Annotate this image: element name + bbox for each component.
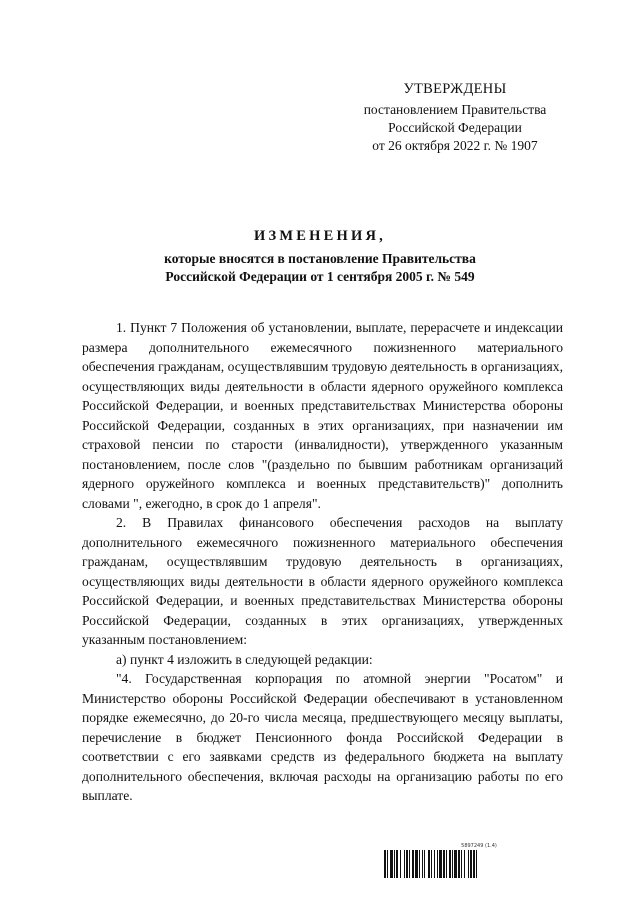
subtitle-line-1: которые вносятся в постановление Правительства xyxy=(164,251,476,266)
subtitle-line-2: Российской Федерации от 1 сентября 2005 г. № 549 xyxy=(165,269,475,284)
approval-line-1: постановлением Правительства xyxy=(363,102,547,117)
approval-block xyxy=(340,80,570,155)
document-subtitle xyxy=(0,250,640,286)
barcode-block xyxy=(384,843,562,878)
paragraph-4: "4. Государственная корпорация по атомной энергии "Росатом" и Министерство обороны Российской Федерации обеспечивают в установленном порядке ежемесячно, до 20-го числа месяца, предшествующего месяцу выплаты, перечисление в бюджет Пенсионного фонда Российской Федерации в соответствии с его заявками средств из федерального бюджета на выплату дополнительного обеспечения, включая расходы на организацию работы по его выплате. xyxy=(82,671,563,803)
paragraph-2: 2. В Правилах финансового обеспечения расходов на выплату дополнительного ежемесячного пожизненного материального обеспечения гражданам, осуществлявшим трудовую деятельность в организациях, осуществляющих виды деятельности в области ядерного оружейного комплекса Российской Федерации, и военных представительствах Министерства обороны Российской Федерации, созданных в этих организациях, утвержденных указанным постановлением: xyxy=(82,515,563,647)
approval-heading: УТВЕРЖДЕНЫ xyxy=(403,81,507,97)
document-title: ИЗМЕНЕНИЯ, xyxy=(254,228,386,244)
barcode-image xyxy=(384,850,562,878)
paragraph-3: а) пункт 4 изложить в следующей редакции: xyxy=(116,651,373,667)
approval-line-3: от 26 октября 2022 г. № 1907 xyxy=(372,138,538,153)
barcode-id: 5897249 (1.4) xyxy=(461,843,497,849)
approval-line-2: Российской Федерации xyxy=(388,120,522,135)
document-body xyxy=(82,318,563,806)
paragraph-1: 1. Пункт 7 Положения об установлении, выплате, перерасчете и индексации размера дополнительного ежемесячного пожизненного материального обеспечения гражданам, осуществлявшим трудовую деятельность в организациях, осуществляющих виды деятельности в области ядерного оружейного комплекса Российской Федерации, и военных представительствах Министерства обороны Российской Федерации, созданных в этих организациях, при назначении им страховой пенсии по старости (инвалидности), утвержденного указанным постановлением, после слов "(раздельно по бывшим работникам организаций ядерного оружейного комплекса и военных представительств)" дополнить словами ", ежегодно, в срок до 1 апреля". xyxy=(82,320,563,511)
barcode-stripe xyxy=(477,850,479,878)
